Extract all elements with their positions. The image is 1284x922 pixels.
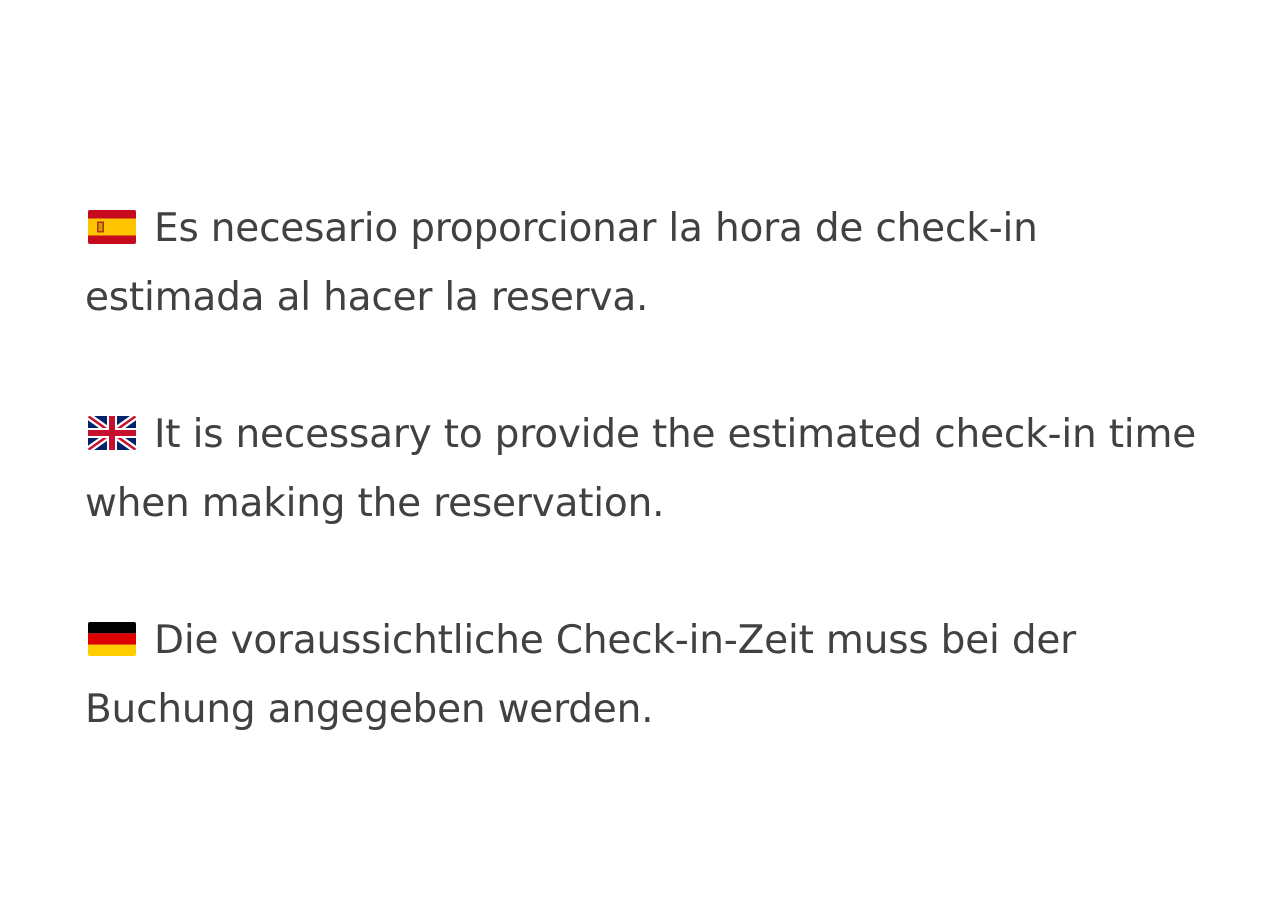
spain-flag-icon [88, 210, 136, 244]
uk-flag-icon [88, 416, 136, 450]
notice-english-text: It is necessary to provide the estimated check-in time when making the reservation. [85, 412, 1197, 526]
notice-german-text: Die voraussichtliche Check-in-Zeit muss bei der Buchung angegeben werden. [85, 618, 1077, 732]
notice-german [85, 606, 1225, 744]
notice-spanish-text: Es necesario proporcionar la hora de check-in estimada al hacer la reserva. [85, 206, 1038, 320]
notice-english [85, 400, 1225, 538]
notice-spanish [85, 194, 1225, 332]
notice-list [85, 194, 1225, 744]
germany-flag-icon [88, 622, 136, 656]
